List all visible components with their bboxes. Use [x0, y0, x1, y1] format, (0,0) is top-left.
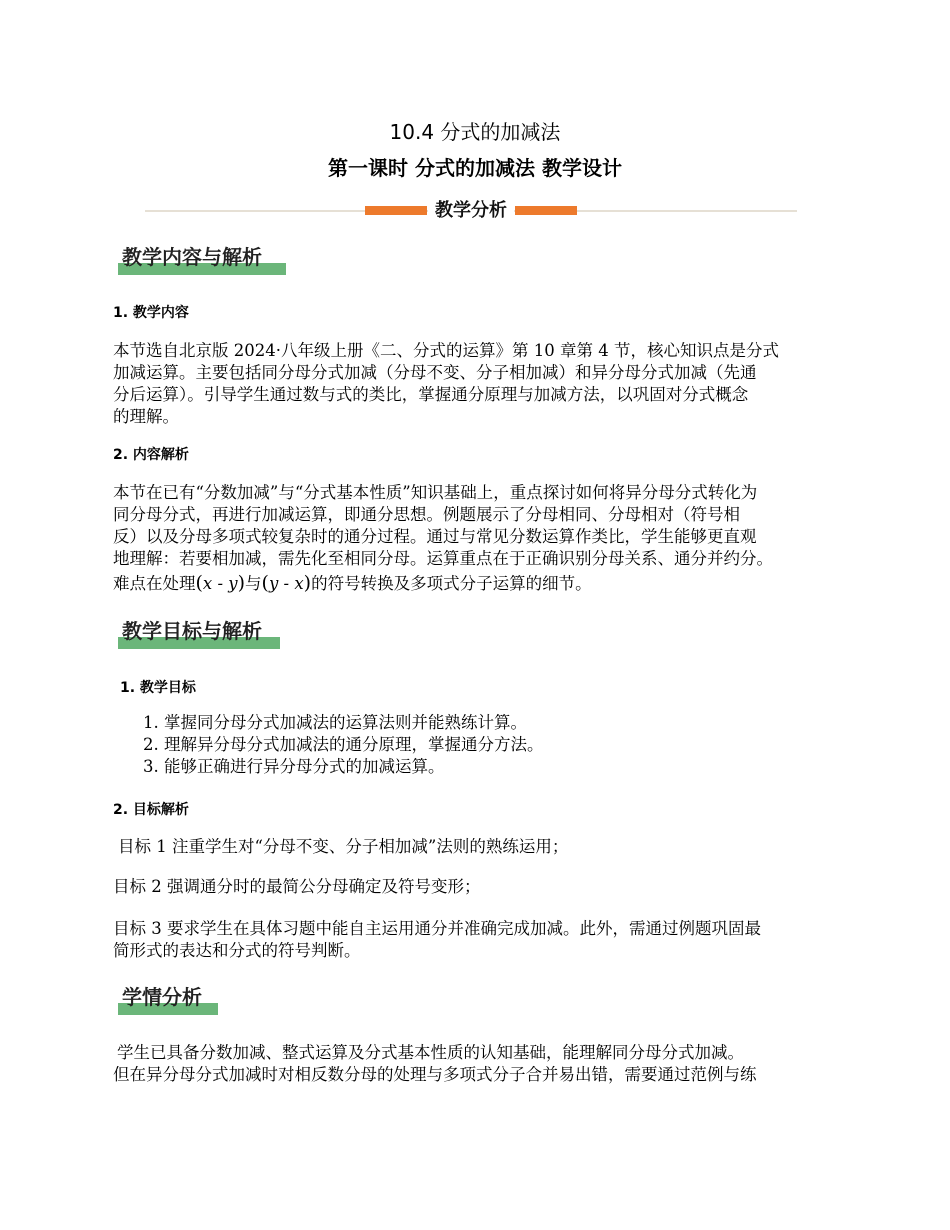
- text-line: 目标 1 注重学生对“分母不变、分子相加减”法则的熟练运用；: [118, 837, 569, 856]
- list-item: 1. 掌握同分母分式加减法的运算法则并能熟练计算。: [143, 713, 527, 732]
- banner-left-bar: [365, 206, 427, 215]
- document-subtitle: 第一课时 分式的加减法 教学设计: [328, 156, 622, 180]
- text-line: 目标 2 强调通分时的最简公分母确定及符号变形；: [113, 877, 481, 896]
- banner-right-bar: [515, 206, 577, 215]
- subheading-goal-analysis: 2. 目标解析: [113, 802, 189, 818]
- paragraph-goal-analysis-3: [113, 918, 853, 962]
- section-heading-learner-analysis: [118, 983, 202, 1015]
- text-line: 本节在已有“分数加减”与“分式基本性质”知识基础上，重点探讨如何将异分母分式转化为: [113, 483, 758, 502]
- list-item: 3. 能够正确进行异分母分式的加减运算。: [143, 757, 445, 776]
- paragraph-goal-analysis-2: [113, 876, 853, 898]
- section-heading-text: 教学内容与解析: [122, 245, 262, 269]
- section-banner: [145, 197, 797, 225]
- math-expression: y - x: [268, 574, 304, 593]
- text-line: 本节选自北京版 2024·八年级上册《二、分式的运算》第 10 章第 4 节，核心知识点是分式: [113, 341, 779, 360]
- math-expression: x - y: [202, 574, 238, 593]
- text-line: 的理解。: [113, 407, 179, 426]
- subheading-teaching-goals: 1. 教学目标: [120, 680, 196, 696]
- paragraph-goal-analysis-1: [118, 836, 858, 858]
- document-title: 10.4 分式的加减法: [389, 120, 561, 144]
- banner-label: 教学分析: [428, 197, 514, 225]
- section-heading-text: 学情分析: [122, 985, 202, 1009]
- list-item: 2. 理解异分母分式加减法的通分原理，掌握通分方法。: [143, 735, 544, 754]
- paragraph-learner-analysis: [113, 1042, 853, 1086]
- text-line: 目标 3 要求学生在具体习题中能自主运用通分并准确完成加减。此外，需通过例题巩固最: [113, 919, 761, 938]
- text-line: 加减运算。主要包括同分母分式加减（分母不变、分子相加减）和异分母分式加减（先通: [113, 363, 757, 382]
- text-line: 学生已具备分数加减、整式运算及分式基本性质的认知基础，能理解同分母分式加减。: [117, 1043, 744, 1062]
- text-line-with-math: 难点在处理(x - y)与(y - x)的符号转换及多项式分子运算的细节。: [113, 572, 592, 594]
- section-heading-content: [118, 243, 262, 275]
- section-heading-goals: [118, 617, 262, 649]
- text-line: 地理解：若要相加减，需先化至相同分母。运算重点在于正确识别分母关系、通分并约分。: [113, 549, 773, 568]
- paragraph-content-analysis: [113, 482, 853, 595]
- text-line: 简形式的表达和分式的符号判断。: [113, 941, 361, 960]
- text-line: 同分母分式，再进行加减运算，即通分思想。例题展示了分母相同、分母相对（符号相: [113, 505, 740, 524]
- text-line: 但在异分母分式加减时对相反数分母的处理与多项式分子合并易出错，需要通过范例与练: [113, 1065, 757, 1084]
- text-line: 反）以及分母多项式较复杂时的通分过程。通过与常见分数运算作类比，学生能够更直观: [113, 527, 757, 546]
- text-line: 分后运算）。引导学生通过数与式的类比，掌握通分原理与加减方法，以巩固对分式概念: [113, 385, 749, 404]
- text-fragment: 难点在处理: [113, 574, 196, 593]
- goals-list: [143, 712, 823, 778]
- subheading-teaching-content: 1. 教学内容: [113, 305, 189, 321]
- paragraph-teaching-content: [113, 340, 853, 428]
- subheading-content-analysis: 2. 内容解析: [113, 447, 189, 463]
- section-heading-text: 教学目标与解析: [122, 619, 262, 643]
- text-fragment: 与: [245, 574, 262, 593]
- text-fragment: 的符号转换及多项式分子运算的细节。: [311, 574, 592, 593]
